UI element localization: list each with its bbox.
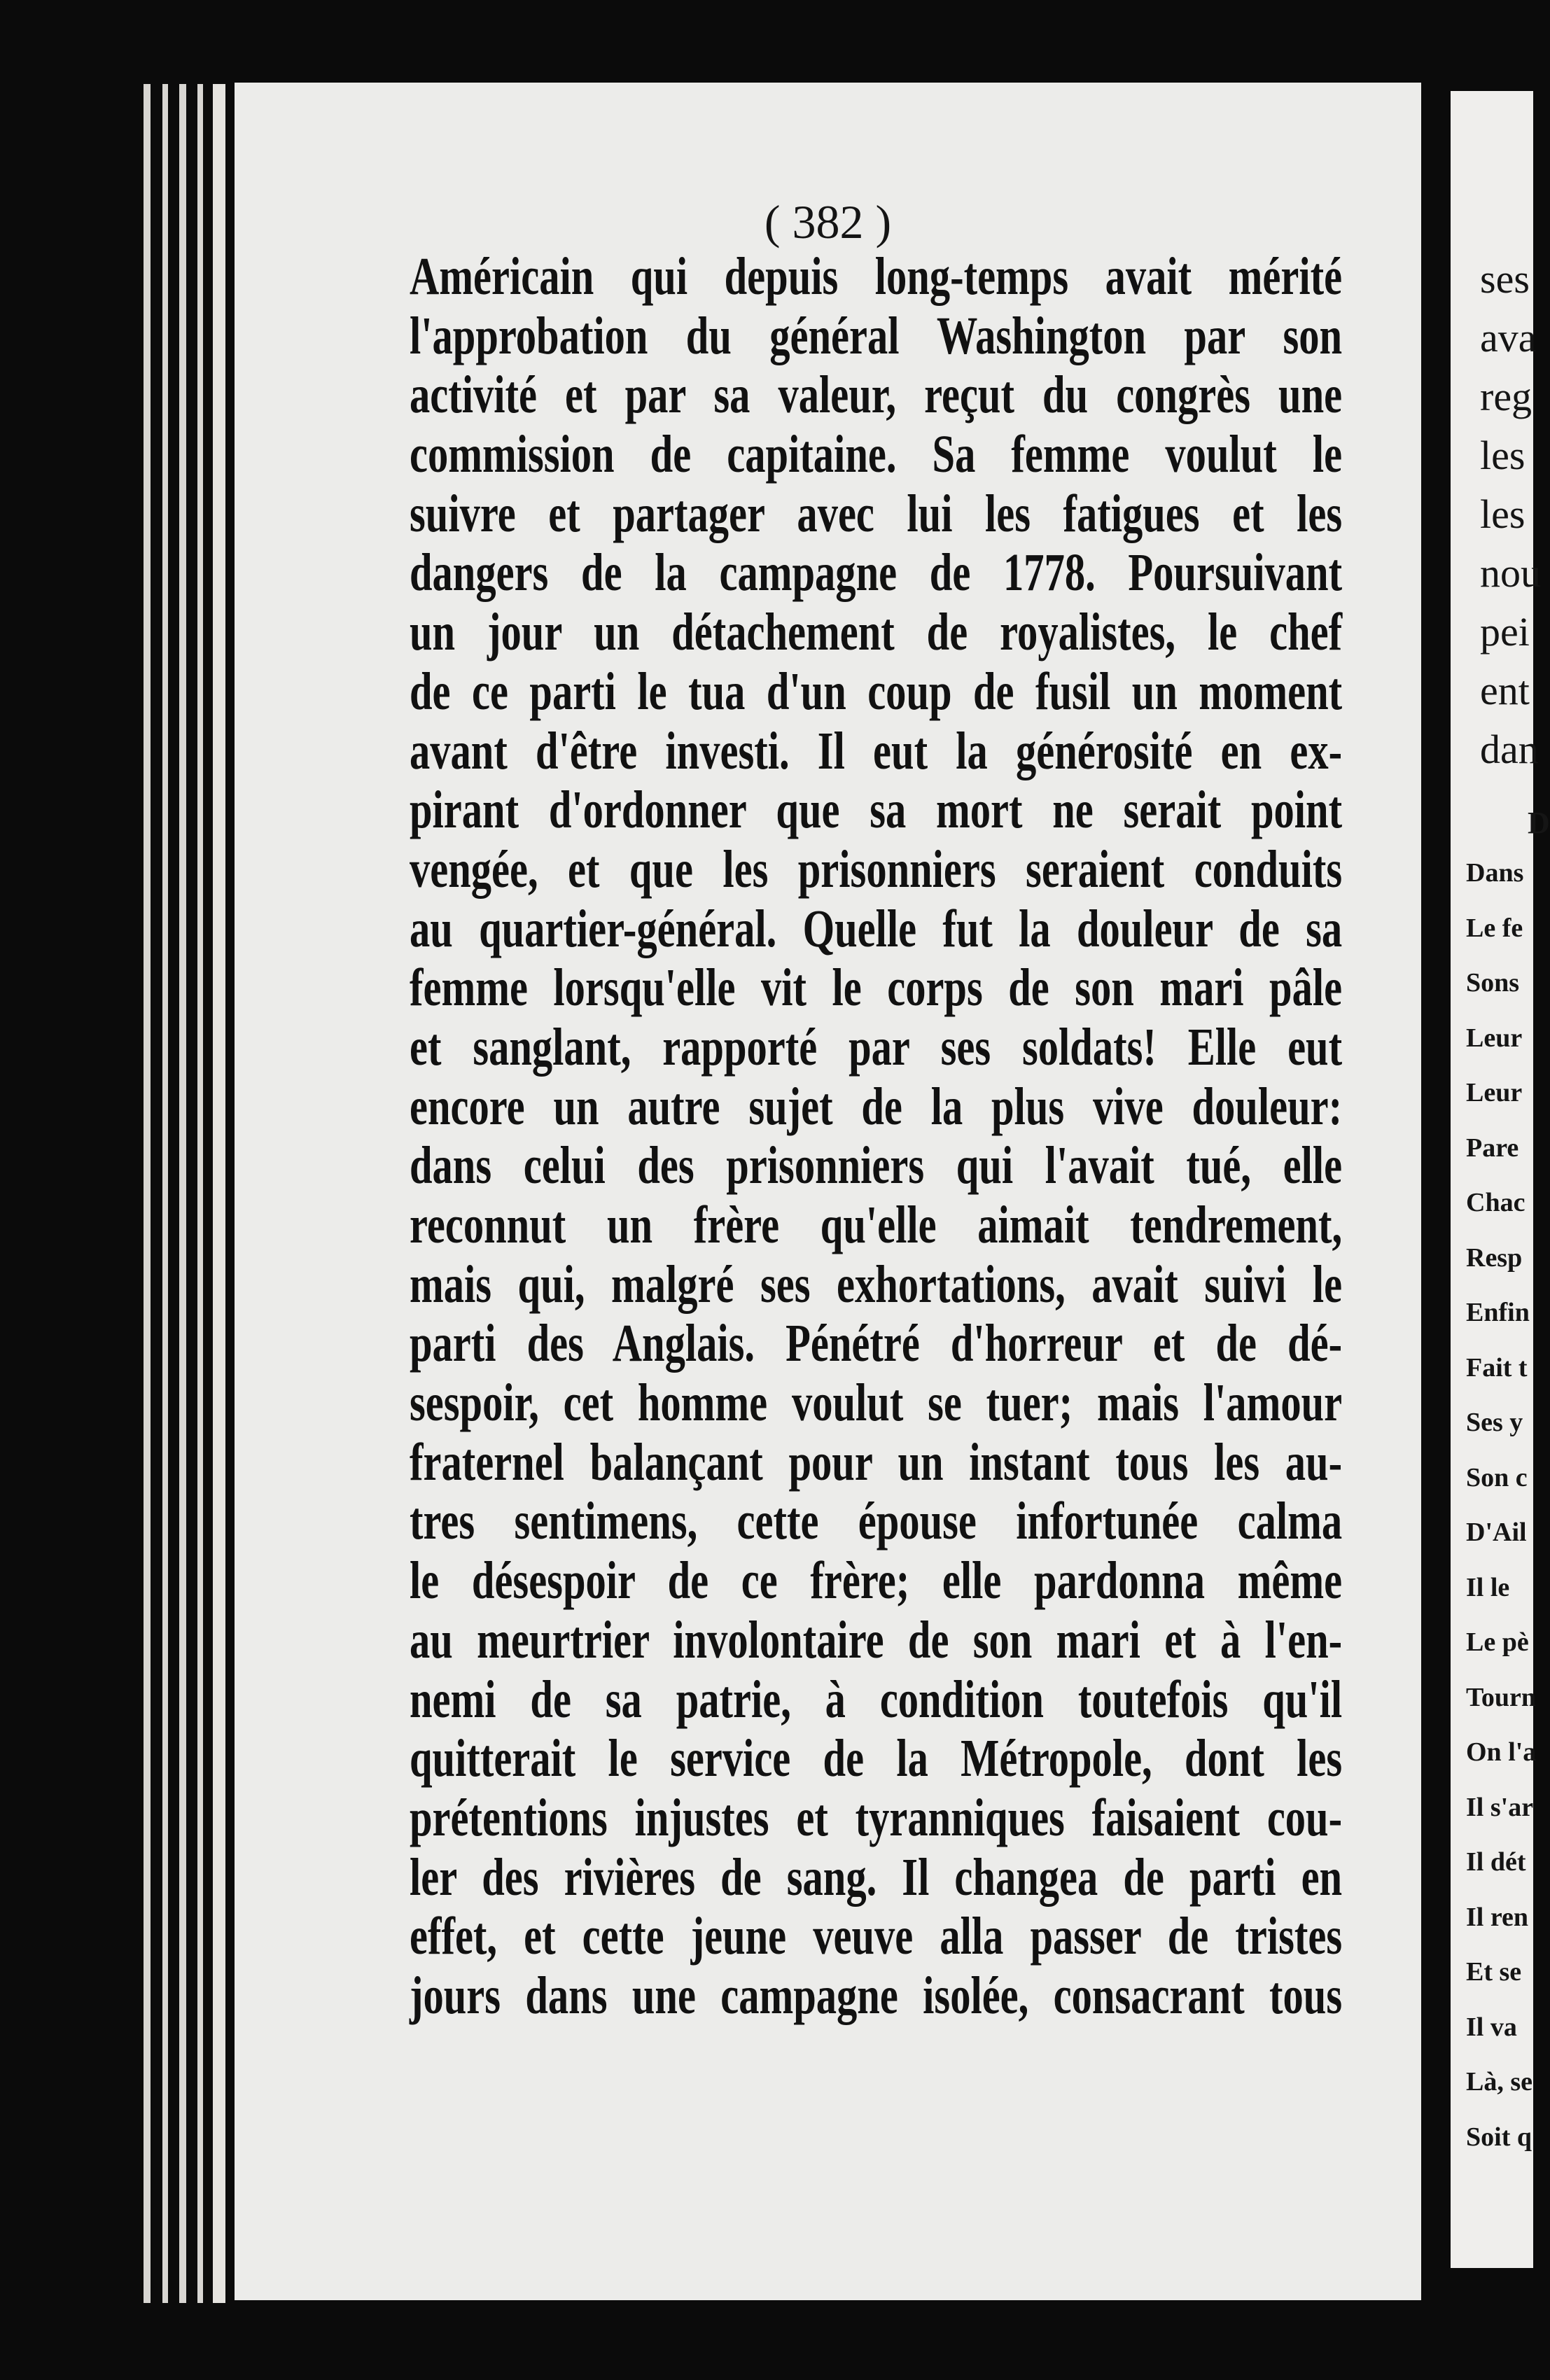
facing-page-verse: Enfin <box>1466 1298 1530 1327</box>
facing-page-verse: Leur <box>1466 1023 1523 1053</box>
body-text <box>410 247 1342 2026</box>
text-line: vengée, et que les prisonniers seraient conduits <box>410 839 1343 899</box>
text-line: un jour un détachement de royalistes, le chef <box>410 603 1343 662</box>
facing-page-verse: Et se <box>1466 1957 1522 1987</box>
text-line: mais qui, malgré ses exhortations, avait suivi le <box>410 1254 1343 1314</box>
facing-page-word: nou <box>1480 550 1541 596</box>
book-page <box>235 83 1421 2300</box>
facing-page-verse: Le fe <box>1466 913 1523 943</box>
facing-page-verse: Le pè <box>1466 1628 1529 1657</box>
text-line: nemi de sa patrie, à condition toutefois qu'il <box>410 1670 1343 1729</box>
facing-page-verse: Son c <box>1466 1462 1528 1492</box>
facing-page-word: ava <box>1480 315 1537 360</box>
facing-page-word: les <box>1480 491 1525 537</box>
facing-page-word: dan <box>1480 727 1539 772</box>
facing-page-verse: D'Ail <box>1466 1518 1527 1547</box>
facing-page-fragment <box>1451 91 1550 2268</box>
text-line: fraternel balançant pour un instant tous les au- <box>410 1432 1343 1492</box>
facing-page-word: ent <box>1480 668 1530 713</box>
text-line: reconnut un frère qu'elle aimait tendrement, <box>410 1196 1343 1254</box>
text-line: femme lorsqu'elle vit le corps de son mari pâle <box>410 958 1343 1018</box>
facing-page-verse: Sons <box>1466 968 1520 997</box>
text-line: suivre et partager avec lui les fatigues et les <box>410 484 1343 543</box>
text-line: prétentions injustes et tyranniques faisaient cou- <box>410 1788 1343 1847</box>
page-edge <box>213 84 225 2303</box>
facing-page-verse: Fait t <box>1466 1352 1528 1382</box>
facing-page-heading: D <box>1528 806 1550 840</box>
facing-page-verse: Resp <box>1466 1242 1523 1273</box>
facing-page-verse: Il ren <box>1466 1902 1529 1932</box>
facing-page-verse: Ses y <box>1466 1408 1523 1437</box>
page-edge <box>179 84 186 2303</box>
text-line: le désespoir de ce frère; elle pardonna même <box>410 1551 1343 1611</box>
text-line: avant d'être investi. Il eut la générosité en ex- <box>410 721 1343 780</box>
text-line: quitterait le service de la Métropole, dont les <box>410 1729 1343 1788</box>
facing-page-word: reg <box>1480 374 1532 419</box>
text-line: au quartier-général. Quelle fut la douleur de sa <box>410 899 1343 958</box>
page-edge <box>197 84 203 2303</box>
text-line: activité et par sa valeur, reçut du congrès une <box>410 365 1343 425</box>
text-line: au meurtrier involontaire de son mari et à l'en- <box>410 1610 1343 1670</box>
text-line: parti des Anglais. Pénétré d'horreur et de dé- <box>410 1314 1343 1373</box>
facing-page-word: ses <box>1480 256 1530 302</box>
facing-page-verse: Soit q <box>1466 2122 1532 2152</box>
facing-page-verse: Il s'ar <box>1466 1792 1534 1822</box>
page-edge <box>144 84 151 2303</box>
page-edge <box>162 84 168 2303</box>
facing-page-verse: Leur <box>1466 1078 1523 1107</box>
facing-page-verse: On l'a <box>1466 1737 1537 1767</box>
facing-page-verse: Il va <box>1466 2012 1517 2042</box>
facing-page-verse: Tourn <box>1466 1682 1536 1712</box>
facing-page-verse: Pare <box>1466 1133 1519 1163</box>
text-line: de ce parti le tua d'un coup de fusil un moment <box>410 662 1343 721</box>
text-line: dans celui des prisonniers qui l'avait tué, elle <box>410 1136 1343 1196</box>
text-line: encore un autre sujet de la plus vive douleur: <box>410 1077 1343 1136</box>
facing-page-word: les <box>1480 433 1525 478</box>
text-line: pirant d'ordonner que sa mort ne serait point <box>410 780 1343 840</box>
text-line: jours dans une campagne isolée, consacrant tous <box>410 1966 1343 2025</box>
text-line: sespoir, cet homme voulut se tuer; mais l'amour <box>410 1373 1343 1433</box>
facing-page-verse: Il dét <box>1466 1847 1526 1877</box>
facing-page-verse: Il le <box>1466 1572 1510 1602</box>
text-line: dangers de la campagne de 1778. Poursuivant <box>410 543 1343 603</box>
text-line: commission de capitaine. Sa femme voulut le <box>410 425 1343 484</box>
facing-page-verse: Chac <box>1466 1188 1525 1217</box>
facing-page-word: pei <box>1480 609 1530 654</box>
facing-page-verse: Dans <box>1466 858 1524 888</box>
text-line: ler des rivières de sang. Il changea de parti en <box>410 1847 1343 1907</box>
page-number: ( 382 ) <box>764 195 892 248</box>
text-line: l'approbation du général Washington par son <box>410 306 1343 365</box>
text-line: effet, et cette jeune veuve alla passer de tristes <box>410 1907 1343 1966</box>
facing-page-verse: Là, se <box>1466 2067 1532 2096</box>
text-line: Américain qui depuis long-temps avait mérité <box>410 247 1343 306</box>
text-line: tres sentimens, cette épouse infortunée calma <box>410 1492 1343 1551</box>
text-line: et sanglant, rapporté par ses soldats! Elle eut <box>410 1017 1343 1077</box>
